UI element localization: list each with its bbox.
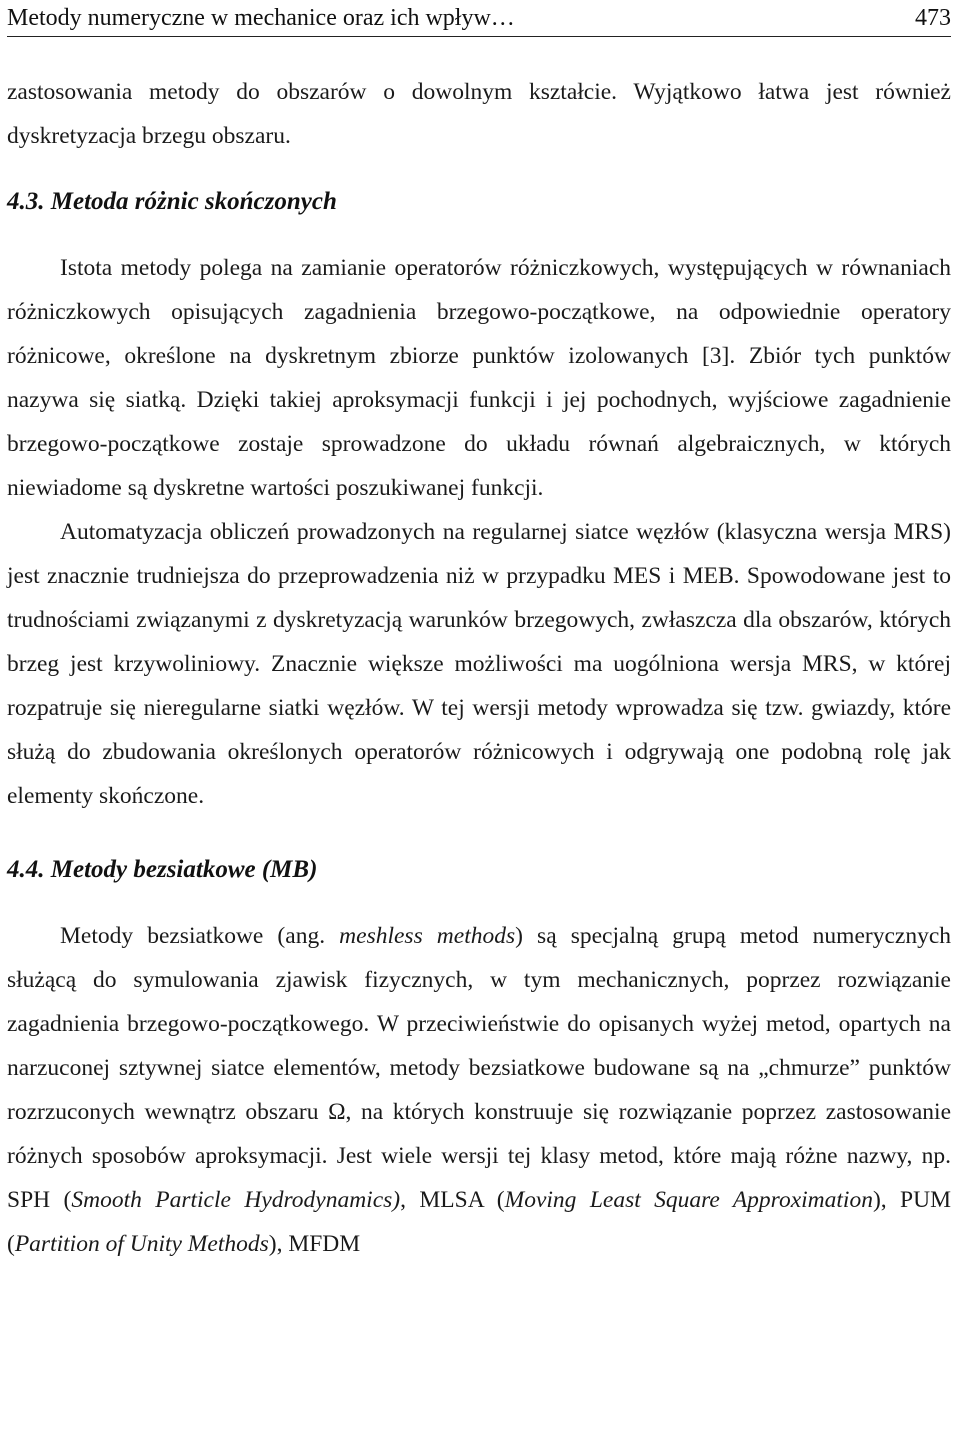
page-body <box>7 70 951 1266</box>
italic-term: Moving Least Square Approximation <box>504 1187 873 1213</box>
text-run: ) są specjalną grupą metod numerycznych służącą do symulowania zjawisk fizycznych, w tym mechanicznych, poprzez rozwiązanie zagadnienia brzegowo-początkowego. W przeciwieństwie do opisanych wyżej metod, opartych na narzuconej sztywnej siatce elementów, metody bezsiatkowe budowane są na „chmurze” punktów rozrzuconych wewnątrz obszaru Ω, na których konstruuje się rozwiązanie poprzez zastosowanie różnych sposobów aproksymacji. Jest wiele wersji tej klasy metod, które mają różne nazwy, np. SPH ( <box>7 923 951 1213</box>
running-title: Metody numeryczne w mechanice oraz ich wpływ… <box>7 4 515 31</box>
italic-term: Smooth Particle Hydrodynamics) <box>71 1187 401 1213</box>
italic-term: Partition of Unity Methods <box>14 1231 269 1257</box>
text-run: ), PUM ( <box>7 1187 951 1257</box>
paragraph-fdm-automation: Automatyzacja obliczeń prowadzonych na regularnej siatce węzłów (klasyczna wersja MRS) jest znacznie trudniejsza do przeprowadzenia niż w przypadku MES i MEB. Spowodowane jest to trudnościami związanymi z dyskretyzacją warunków brzegowych, zwłaszcza dla obszarów, których brzeg jest krzywoliniowy. Znacznie większe możliwości ma uogólniona wersja MRS, w której rozpatruje się nieregularne siatki węzłów. W tej wersji metody wprowadza się tzw. gwiazdy, które służą do zbudowania określonych operatorów różnicowych i odgrywają one podobną rolę jak elementy skończone. <box>7 519 951 809</box>
section-heading-4-4: 4.4. Metody bezsiatkowe (MB) <box>7 856 318 883</box>
text-run: ), MFDM <box>268 1231 361 1257</box>
section-heading-4-3: 4.3. Metoda różnic skończonych <box>7 188 337 215</box>
text-run: , MLSA ( <box>400 1187 505 1213</box>
paragraph-continued: zastosowania metody do obszarów o dowolnym kształcie. Wyjątkowo łatwa jest również dyskretyzacja brzegu obszaru. <box>7 79 951 149</box>
page-number: 473 <box>915 4 951 31</box>
page-header <box>7 0 951 37</box>
text-run: Metody bezsiatkowe (ang. <box>60 923 340 949</box>
paragraph-fdm-essence: Istota metody polega na zamianie operatorów różniczkowych, występujących w równaniach różniczkowych opisujących zagadnienia brzegowo-początkowe, na odpowiednie operatory różnicowe, określone na dyskretnym zbiorze punktów izolowanych [3]. Zbiór tych punktów nazywa się siatką. Dzięki takiej aproksymacji funkcji i jej pochodnych, wyjściowe zagadnienie brzegowo-początkowe zostaje sprowadzone do układu równań algebraicznych, w których niewiadome są dyskretne wartości poszukiwanej funkcji. <box>7 255 951 501</box>
paragraph-meshless <box>7 914 951 1266</box>
italic-term: meshless methods <box>339 923 516 949</box>
